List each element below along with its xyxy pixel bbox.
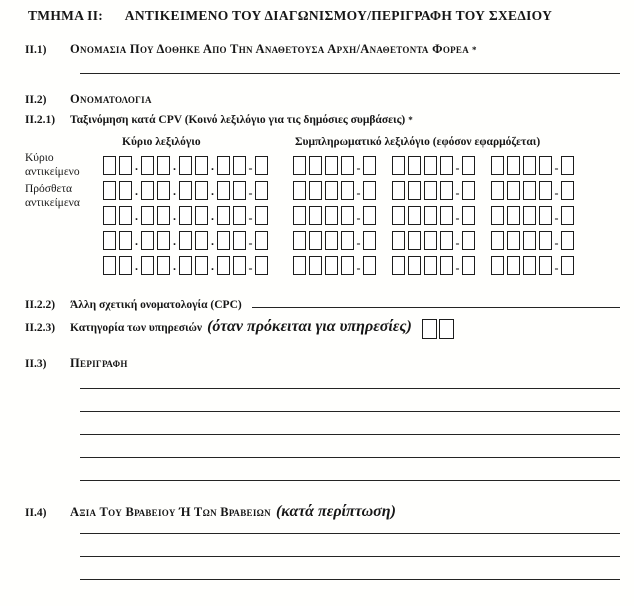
code-digit-box[interactable] bbox=[341, 156, 354, 175]
code-digit-box[interactable] bbox=[141, 156, 154, 175]
dash-separator: - bbox=[248, 186, 253, 200]
code-digit-box[interactable] bbox=[217, 206, 230, 225]
code-digit-box[interactable] bbox=[103, 181, 116, 200]
code-digit-box[interactable] bbox=[325, 256, 338, 275]
row-label-additional-objects: Πρόσθετα αντικείμενα bbox=[25, 183, 80, 209]
cpv-supplementary-vocabulary-code bbox=[293, 156, 379, 175]
code-digit-box[interactable] bbox=[561, 256, 574, 275]
code-digit-box[interactable] bbox=[491, 181, 504, 200]
field-ii-1-label: Ονομασια Που Δοθηκε Απο Την Αναθετουσα Αρχη/Αναθετοντα Φορεα bbox=[70, 42, 470, 56]
code-digit-box[interactable] bbox=[103, 156, 116, 175]
code-digit-box[interactable] bbox=[325, 231, 338, 250]
section-title-text: ΑΝΤΙΚΕΙΜΕΝΟ ΤΟΥ ΔΙΑΓΩΝΙΣΜΟΥ/ΠΕΡΙΓΡΑΦΗ ΤΟΥ ΣΧΕΔΙΟΥ bbox=[124, 8, 553, 23]
cpv-supplementary-vocabulary-code bbox=[491, 256, 577, 275]
code-digit-box[interactable] bbox=[179, 231, 192, 250]
code-digit-box[interactable] bbox=[539, 206, 552, 225]
code-digit-box[interactable] bbox=[462, 231, 475, 250]
code-digit-box[interactable] bbox=[440, 256, 453, 275]
code-digit-box[interactable] bbox=[341, 181, 354, 200]
code-digit-box[interactable] bbox=[141, 206, 154, 225]
code-digit-box[interactable] bbox=[325, 181, 338, 200]
code-digit-box[interactable] bbox=[233, 256, 246, 275]
dash-separator: - bbox=[248, 161, 253, 175]
code-digit-box[interactable] bbox=[523, 206, 536, 225]
code-digit-box[interactable] bbox=[103, 256, 116, 275]
code-digit-box[interactable] bbox=[363, 206, 376, 225]
code-digit-box[interactable] bbox=[119, 156, 132, 175]
cpv-supplementary-vocabulary-code bbox=[491, 231, 577, 250]
code-digit-box[interactable] bbox=[341, 206, 354, 225]
dot-separator: . bbox=[173, 159, 176, 173]
code-digit-box[interactable] bbox=[255, 206, 268, 225]
dash-separator: - bbox=[554, 161, 559, 175]
cpv-supplementary-vocabulary-code bbox=[293, 256, 379, 275]
code-digit-box[interactable] bbox=[363, 181, 376, 200]
field-ii-4-label: Αξια Του Βραβειου Ή Των Βραβειων bbox=[70, 505, 271, 519]
code-digit-box[interactable] bbox=[157, 181, 170, 200]
code-digit-box[interactable] bbox=[561, 181, 574, 200]
cpv-row-main-object bbox=[103, 156, 590, 176]
fill-in-line[interactable] bbox=[80, 389, 620, 412]
code-digit-box[interactable] bbox=[309, 231, 322, 250]
field-ii-3-label: Περιγραφη bbox=[70, 356, 128, 370]
code-digit-box[interactable] bbox=[195, 181, 208, 200]
code-digit-box[interactable] bbox=[561, 156, 574, 175]
cpv-supplementary-vocabulary-code bbox=[491, 156, 577, 175]
dash-separator: - bbox=[356, 261, 361, 275]
dash-separator: - bbox=[248, 261, 253, 275]
fill-in-line[interactable] bbox=[80, 511, 620, 534]
field-ii-1 bbox=[25, 42, 477, 57]
dash-separator: - bbox=[554, 211, 559, 225]
code-digit-box[interactable] bbox=[179, 206, 192, 225]
code-digit-box[interactable] bbox=[103, 231, 116, 250]
code-digit-box[interactable] bbox=[217, 256, 230, 275]
code-digit-box[interactable] bbox=[507, 206, 520, 225]
code-digit-box[interactable] bbox=[233, 206, 246, 225]
field-ii-2-2-label: Άλλη σχετική ονοματολογία (CPC) bbox=[70, 299, 242, 311]
code-digit-box[interactable] bbox=[341, 256, 354, 275]
code-digit-box[interactable] bbox=[440, 156, 453, 175]
contract-name-input-line[interactable] bbox=[80, 60, 620, 74]
cpv-row-additional-object bbox=[103, 181, 590, 201]
code-digit-box[interactable] bbox=[255, 256, 268, 275]
dash-separator: - bbox=[455, 261, 460, 275]
dash-separator: - bbox=[554, 186, 559, 200]
code-digit-box[interactable] bbox=[157, 206, 170, 225]
code-digit-box[interactable] bbox=[491, 156, 504, 175]
code-digit-box[interactable] bbox=[179, 156, 192, 175]
cpv-grid bbox=[103, 156, 590, 281]
code-digit-box[interactable] bbox=[507, 181, 520, 200]
field-ii-4-number: II.4) bbox=[25, 507, 47, 519]
dash-separator: - bbox=[356, 236, 361, 250]
cpc-input-line[interactable] bbox=[252, 294, 620, 308]
dot-separator: . bbox=[211, 209, 214, 223]
fill-in-line[interactable] bbox=[80, 412, 620, 435]
code-digit-box[interactable] bbox=[363, 256, 376, 275]
service-category-digit-box[interactable] bbox=[422, 319, 437, 339]
cpv-main-vocabulary-code bbox=[103, 256, 271, 275]
cpv-main-vocabulary-code bbox=[103, 156, 271, 175]
code-digit-box[interactable] bbox=[491, 256, 504, 275]
cpv-supplementary-vocabulary-code bbox=[293, 206, 379, 225]
dot-separator: . bbox=[173, 184, 176, 198]
fill-in-line[interactable] bbox=[80, 435, 620, 458]
prize-value-input-lines bbox=[80, 511, 620, 580]
code-digit-box[interactable] bbox=[440, 181, 453, 200]
dot-separator: . bbox=[173, 259, 176, 273]
field-ii-2-1 bbox=[25, 114, 413, 126]
supplementary-vocabulary-header: Συμπληρωματικό λεξιλόγιο (εφόσον εφαρμόζεται) bbox=[295, 136, 541, 148]
code-digit-box[interactable] bbox=[309, 181, 322, 200]
dash-separator: - bbox=[455, 161, 460, 175]
code-digit-box[interactable] bbox=[507, 156, 520, 175]
code-digit-box[interactable] bbox=[462, 256, 475, 275]
service-category-boxes bbox=[422, 316, 456, 336]
dash-separator: - bbox=[356, 161, 361, 175]
code-digit-box[interactable] bbox=[217, 156, 230, 175]
code-digit-box[interactable] bbox=[309, 256, 322, 275]
main-vocabulary-header: Κύριο λεξιλόγιο bbox=[122, 136, 201, 148]
code-digit-box[interactable] bbox=[408, 231, 421, 250]
code-digit-box[interactable] bbox=[392, 256, 405, 275]
field-ii-2-2-number: II.2.2) bbox=[25, 299, 56, 311]
field-ii-2-3-label: Κατηγορία των υπηρεσιών bbox=[70, 322, 203, 334]
code-digit-box[interactable] bbox=[392, 231, 405, 250]
code-digit-box[interactable] bbox=[119, 206, 132, 225]
cpv-main-vocabulary-code bbox=[103, 206, 271, 225]
code-digit-box[interactable] bbox=[141, 231, 154, 250]
dot-separator: . bbox=[211, 159, 214, 173]
code-digit-box[interactable] bbox=[491, 206, 504, 225]
dot-separator: . bbox=[135, 259, 138, 273]
cpv-row-additional-object bbox=[103, 231, 590, 251]
cpv-supplementary-vocabulary-code bbox=[392, 256, 478, 275]
section-title bbox=[28, 8, 552, 24]
dash-separator: - bbox=[554, 236, 559, 250]
cpv-row-additional-object bbox=[103, 256, 590, 276]
dash-separator: - bbox=[248, 211, 253, 225]
code-digit-box[interactable] bbox=[462, 156, 475, 175]
cpv-row-additional-object bbox=[103, 206, 590, 226]
code-digit-box[interactable] bbox=[507, 231, 520, 250]
dot-separator: . bbox=[135, 184, 138, 198]
cpv-supplementary-vocabulary-code bbox=[392, 181, 478, 200]
cpv-supplementary-vocabulary-code bbox=[491, 181, 577, 200]
code-digit-box[interactable] bbox=[217, 231, 230, 250]
dot-separator: . bbox=[211, 259, 214, 273]
code-digit-box[interactable] bbox=[539, 231, 552, 250]
dot-separator: . bbox=[135, 209, 138, 223]
cpv-supplementary-vocabulary-code bbox=[491, 206, 577, 225]
code-digit-box[interactable] bbox=[408, 156, 421, 175]
code-digit-box[interactable] bbox=[539, 181, 552, 200]
cpv-supplementary-vocabulary-code bbox=[392, 156, 478, 175]
code-digit-box[interactable] bbox=[523, 181, 536, 200]
dash-separator: - bbox=[455, 211, 460, 225]
code-digit-box[interactable] bbox=[523, 231, 536, 250]
code-digit-box[interactable] bbox=[255, 231, 268, 250]
cpv-supplementary-vocabulary-code bbox=[293, 231, 379, 250]
code-digit-box[interactable] bbox=[424, 206, 437, 225]
code-digit-box[interactable] bbox=[141, 256, 154, 275]
field-ii-2-3-label-italic: (όταν πρόκειται για υπηρεσίες) bbox=[207, 318, 412, 335]
fill-in-line[interactable] bbox=[80, 557, 620, 580]
dash-separator: - bbox=[248, 236, 253, 250]
code-digit-box[interactable] bbox=[233, 181, 246, 200]
dot-separator: . bbox=[173, 234, 176, 248]
dash-separator: - bbox=[356, 186, 361, 200]
code-digit-box[interactable] bbox=[309, 156, 322, 175]
code-digit-box[interactable] bbox=[523, 156, 536, 175]
dot-separator: . bbox=[211, 184, 214, 198]
field-ii-2-2 bbox=[25, 294, 620, 311]
code-digit-box[interactable] bbox=[309, 206, 322, 225]
code-digit-box[interactable] bbox=[293, 231, 306, 250]
dash-separator: - bbox=[356, 211, 361, 225]
code-digit-box[interactable] bbox=[195, 256, 208, 275]
dot-separator: . bbox=[211, 234, 214, 248]
code-digit-box[interactable] bbox=[561, 206, 574, 225]
required-asterisk: * bbox=[472, 45, 477, 55]
field-ii-2-1-label: Ταξινόμηση κατά CPV (Κοινό λεξιλόγιο για τις δημόσιες συμβάσεις) bbox=[70, 114, 406, 126]
field-ii-2-1-number: II.2.1) bbox=[25, 114, 56, 126]
code-digit-box[interactable] bbox=[440, 231, 453, 250]
code-digit-box[interactable] bbox=[424, 256, 437, 275]
fill-in-line[interactable] bbox=[80, 458, 620, 481]
cpv-supplementary-vocabulary-code bbox=[293, 181, 379, 200]
code-digit-box[interactable] bbox=[408, 206, 421, 225]
code-digit-box[interactable] bbox=[119, 231, 132, 250]
code-digit-box[interactable] bbox=[440, 206, 453, 225]
code-digit-box[interactable] bbox=[523, 256, 536, 275]
dash-separator: - bbox=[455, 236, 460, 250]
code-digit-box[interactable] bbox=[141, 181, 154, 200]
field-ii-2-3 bbox=[25, 316, 456, 336]
code-digit-box[interactable] bbox=[392, 206, 405, 225]
code-digit-box[interactable] bbox=[293, 206, 306, 225]
code-digit-box[interactable] bbox=[424, 231, 437, 250]
code-digit-box[interactable] bbox=[325, 206, 338, 225]
cpv-main-vocabulary-code bbox=[103, 181, 271, 200]
code-digit-box[interactable] bbox=[119, 181, 132, 200]
service-category-digit-box[interactable] bbox=[439, 319, 454, 339]
code-digit-box[interactable] bbox=[424, 156, 437, 175]
code-digit-box[interactable] bbox=[408, 181, 421, 200]
required-asterisk: * bbox=[408, 115, 413, 125]
cpv-supplementary-vocabulary-code bbox=[392, 206, 478, 225]
code-digit-box[interactable] bbox=[157, 156, 170, 175]
dot-separator: . bbox=[135, 159, 138, 173]
code-digit-box[interactable] bbox=[293, 156, 306, 175]
code-digit-box[interactable] bbox=[195, 156, 208, 175]
description-input-lines bbox=[80, 366, 620, 481]
code-digit-box[interactable] bbox=[157, 231, 170, 250]
cpv-main-vocabulary-code bbox=[103, 231, 271, 250]
code-digit-box[interactable] bbox=[363, 156, 376, 175]
dot-separator: . bbox=[135, 234, 138, 248]
code-digit-box[interactable] bbox=[341, 231, 354, 250]
field-ii-2-label: Ονοματολογια bbox=[70, 92, 152, 106]
row-label-main-object: Κύριο αντικείμενο bbox=[25, 152, 80, 178]
code-digit-box[interactable] bbox=[179, 256, 192, 275]
code-digit-box[interactable] bbox=[392, 156, 405, 175]
code-digit-box[interactable] bbox=[392, 181, 405, 200]
code-digit-box[interactable] bbox=[462, 206, 475, 225]
field-ii-1-number: II.1) bbox=[25, 44, 47, 56]
code-digit-box[interactable] bbox=[424, 181, 437, 200]
code-digit-box[interactable] bbox=[233, 156, 246, 175]
code-digit-box[interactable] bbox=[119, 256, 132, 275]
dash-separator: - bbox=[554, 261, 559, 275]
code-digit-box[interactable] bbox=[179, 181, 192, 200]
code-digit-box[interactable] bbox=[539, 156, 552, 175]
field-ii-2-number: II.2) bbox=[25, 94, 47, 106]
code-digit-box[interactable] bbox=[561, 231, 574, 250]
code-digit-box[interactable] bbox=[363, 231, 376, 250]
field-ii-4-label-italic: (κατά περίπτωση) bbox=[275, 503, 396, 520]
code-digit-box[interactable] bbox=[325, 156, 338, 175]
code-digit-box[interactable] bbox=[255, 181, 268, 200]
code-digit-box[interactable] bbox=[293, 181, 306, 200]
code-digit-box[interactable] bbox=[462, 181, 475, 200]
code-digit-box[interactable] bbox=[491, 231, 504, 250]
code-digit-box[interactable] bbox=[103, 206, 116, 225]
cpv-supplementary-vocabulary-code bbox=[392, 231, 478, 250]
dash-separator: - bbox=[455, 186, 460, 200]
code-digit-box[interactable] bbox=[539, 256, 552, 275]
fill-in-line[interactable] bbox=[80, 534, 620, 557]
field-ii-2 bbox=[25, 92, 152, 107]
section-number: ΤΜΗΜΑ II: bbox=[28, 8, 104, 23]
code-digit-box[interactable] bbox=[293, 256, 306, 275]
code-digit-box[interactable] bbox=[507, 256, 520, 275]
field-ii-3-number: II.3) bbox=[25, 358, 47, 370]
code-digit-box[interactable] bbox=[217, 181, 230, 200]
code-digit-box[interactable] bbox=[255, 156, 268, 175]
code-digit-box[interactable] bbox=[408, 256, 421, 275]
code-digit-box[interactable] bbox=[233, 231, 246, 250]
fill-in-line[interactable] bbox=[80, 366, 620, 389]
field-ii-2-3-number: II.2.3) bbox=[25, 322, 56, 334]
code-digit-box[interactable] bbox=[195, 231, 208, 250]
dot-separator: . bbox=[173, 209, 176, 223]
code-digit-box[interactable] bbox=[157, 256, 170, 275]
code-digit-box[interactable] bbox=[195, 206, 208, 225]
